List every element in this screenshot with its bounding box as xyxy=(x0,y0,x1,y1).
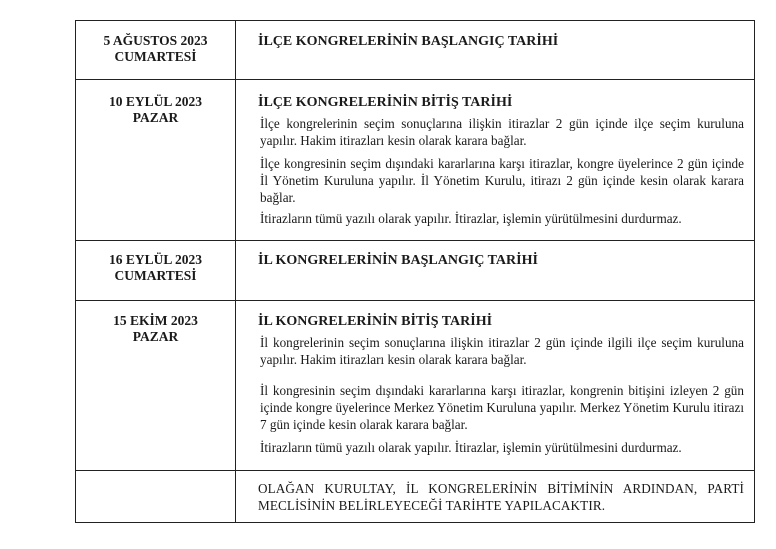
section-heading: İLÇE KONGRELERİNİN BAŞLANGIÇ TARİHİ xyxy=(258,34,559,49)
paragraph: İl kongrelerinin seçim sonuçlarına ilişkin itirazlar 2 gün içinde ilgili ilçe seçim kuruluna yapılır. Hakim itirazları kesin olarak karara bağlar. xyxy=(260,335,744,367)
date-cell-empty xyxy=(76,471,236,522)
closing-note: OLAĞAN KURULTAY, İL KONGRELERİNİN BİTİMİNİN ARDINDAN, PARTİ MECLİSİNİN BELİRLEYECEĞİ TARİHTE YAPILACAKTIR. xyxy=(258,481,744,513)
schedule-table xyxy=(75,20,755,523)
paragraph: İtirazların tümü yazılı olarak yapılır. İtirazlar, işlemin yürütülmesini durdurmaz. xyxy=(260,440,682,455)
date-cell xyxy=(76,80,236,240)
table-row xyxy=(76,79,754,240)
section-heading: İLÇE KONGRELERİNİN BİTİŞ TARİHİ xyxy=(258,95,513,110)
date-cell xyxy=(76,241,236,300)
paragraph: İtirazların tümü yazılı olarak yapılır. İtirazlar, işlemin yürütülmesini durdurmaz. xyxy=(260,211,682,226)
date-text: 16 EYLÜL 2023 xyxy=(108,252,203,267)
day-text: CUMARTESİ xyxy=(114,49,197,64)
table-row xyxy=(76,240,754,300)
paragraph: İl kongresinin seçim dışındaki kararlarına karşı itirazlar, kongrenin bitişini izleyen 2 gün içinde kongre üyelerince Merkez Yönetim Kuruluna yapılır. Merkez Yönetim Kurulu itirazı 7 gün içinde kesin olarak karara bağlar. xyxy=(260,383,744,432)
section-heading: İL KONGRELERİNİN BİTİŞ TARİHİ xyxy=(258,314,493,329)
section-heading: İL KONGRELERİNİN BAŞLANGIÇ TARİHİ xyxy=(258,253,538,268)
table-row xyxy=(76,300,754,470)
content-cell xyxy=(236,80,754,240)
paragraph: İlçe kongresinin seçim dışındaki kararlarına karşı itirazlar, kongre üyelerince 2 gün içinde İl Yönetim Kuruluna yapılır. İl Yönetim Kurulu, itirazı 2 gün içinde kesin olarak karara bağlar. xyxy=(260,156,744,205)
content-cell xyxy=(236,301,754,470)
date-text: 5 AĞUSTOS 2023 xyxy=(103,33,208,48)
content-cell xyxy=(236,471,754,522)
table-row xyxy=(76,470,754,522)
day-text: PAZAR xyxy=(132,110,179,125)
date-text: 15 EKİM 2023 xyxy=(113,313,198,328)
date-cell xyxy=(76,21,236,79)
date-text: 10 EYLÜL 2023 xyxy=(108,94,203,109)
content-cell xyxy=(236,241,754,300)
day-text: PAZAR xyxy=(132,329,179,344)
day-text: CUMARTESİ xyxy=(114,268,197,283)
date-cell xyxy=(76,301,236,470)
content-cell xyxy=(236,21,754,79)
table-row xyxy=(76,21,754,79)
paragraph: İlçe kongrelerinin seçim sonuçlarına ilişkin itirazlar 2 gün içinde ilçe seçim kuruluna yapılır. Hakim itirazları kesin olarak karara bağlar. xyxy=(260,116,744,148)
